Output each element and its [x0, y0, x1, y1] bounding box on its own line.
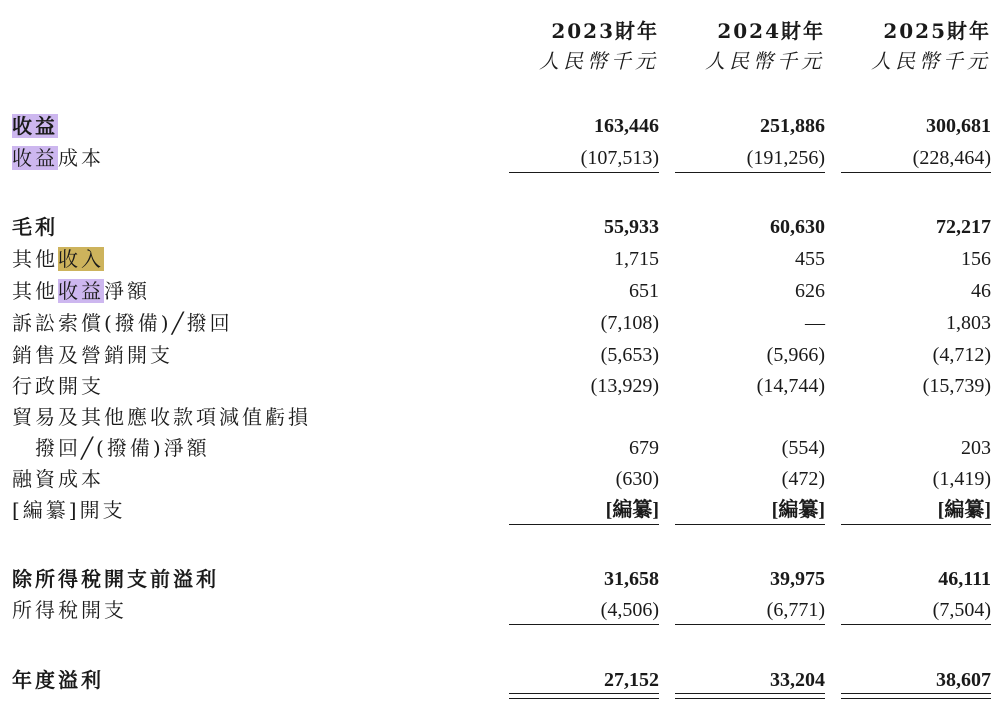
row-gross-profit — [0, 211, 1000, 243]
value-2023: 31,658 — [604, 568, 659, 590]
value-2024: 251,886 — [760, 115, 825, 137]
unit-label: 人民幣千元 — [871, 49, 991, 73]
value-2024: 626 — [795, 280, 825, 302]
underline — [509, 172, 659, 173]
double-underline — [509, 693, 659, 699]
year-label: 2023財年 — [551, 19, 659, 43]
value-2024: 39,975 — [770, 568, 825, 590]
row-finance-costs — [0, 463, 1000, 495]
value-2024: [編纂] — [771, 499, 825, 521]
value-2024: (14,744) — [756, 375, 825, 397]
value-2025: 203 — [961, 437, 991, 459]
value-2023: 651 — [629, 280, 659, 302]
value-2025: (4,712) — [932, 344, 991, 366]
value-2025: 156 — [961, 248, 991, 270]
row-label: 所得稅開支 — [12, 598, 127, 622]
row-label: 年度溢利 — [12, 668, 104, 692]
value-2024: (191,256) — [746, 147, 825, 169]
value-2023: 679 — [629, 437, 659, 459]
row-label — [12, 110, 58, 142]
value-2025: 1,803 — [946, 312, 991, 334]
row-label: 其他收入 — [12, 247, 104, 271]
column-2024 — [675, 16, 825, 76]
row-impairment-label — [0, 401, 1000, 433]
value-2023: (630) — [615, 468, 659, 490]
row-cost-of-revenue — [0, 142, 1000, 174]
value-2023: 163,446 — [594, 115, 659, 137]
row-label: 行政開支 — [12, 374, 104, 398]
row-impairment-net — [0, 432, 1000, 464]
unit-label: 人民幣千元 — [705, 49, 825, 73]
highlight-mark: 收益 — [58, 279, 104, 303]
value-2023: [編纂] — [605, 499, 659, 521]
row-listing-expenses — [0, 494, 1000, 526]
row-label: 毛利 — [12, 215, 58, 239]
value-2024: (554) — [781, 437, 825, 459]
row-profit-before-tax — [0, 563, 1000, 595]
column-2025 — [841, 16, 991, 76]
underline — [841, 524, 991, 525]
value-2025: 46,111 — [938, 568, 991, 590]
column-header — [0, 16, 1000, 86]
column-2023 — [509, 16, 659, 76]
double-underline — [841, 693, 991, 699]
row-label: 銷售及營銷開支 — [12, 343, 173, 367]
value-2024: 455 — [795, 248, 825, 270]
value-2024: (472) — [781, 468, 825, 490]
year-label: 2025財年 — [883, 19, 991, 43]
row-label: 其他收益淨額 — [12, 279, 150, 303]
value-2024: — — [805, 312, 825, 334]
value-2025: 300,681 — [926, 115, 991, 137]
value-2025: 46 — [971, 280, 991, 302]
row-litigation-provision — [0, 307, 1000, 339]
year-label: 2024財年 — [717, 19, 825, 43]
row-label: 撥回╱(撥備)淨額 — [12, 436, 210, 460]
underline — [509, 624, 659, 625]
value-2023: (107,513) — [580, 147, 659, 169]
row-income-tax — [0, 594, 1000, 626]
unit-label: 人民幣千元 — [539, 49, 659, 73]
value-2024: (6,771) — [766, 599, 825, 621]
value-2023: (7,108) — [600, 312, 659, 334]
value-2024: 33,204 — [770, 669, 825, 691]
row-label: 融資成本 — [12, 467, 104, 491]
value-2025: 38,607 — [936, 669, 991, 691]
value-2025: (228,464) — [912, 147, 991, 169]
row-admin-expenses — [0, 370, 1000, 402]
highlight-mark: 收益 — [12, 146, 58, 170]
underline — [841, 624, 991, 625]
underline — [509, 524, 659, 525]
double-underline — [675, 693, 825, 699]
value-2023: 55,933 — [604, 216, 659, 238]
row-label: 除所得稅開支前溢利 — [12, 567, 219, 591]
underline — [675, 524, 825, 525]
value-2025: [編纂] — [937, 499, 991, 521]
value-2025: 72,217 — [936, 216, 991, 238]
value-2023: (4,506) — [600, 599, 659, 621]
value-2023: (5,653) — [600, 344, 659, 366]
value-2024: (5,966) — [766, 344, 825, 366]
highlight-mark: 收入 — [58, 247, 104, 271]
value-2024: 60,630 — [770, 216, 825, 238]
value-2023: (13,929) — [590, 375, 659, 397]
row-label: 訴訟索償(撥備)╱撥回 — [12, 311, 233, 335]
row-other-income — [0, 243, 1000, 275]
row-label: 收益成本 — [12, 146, 104, 170]
underline — [675, 172, 825, 173]
highlight-mark: 收益 — [12, 114, 58, 138]
value-2023: 27,152 — [604, 669, 659, 691]
value-2025: (15,739) — [922, 375, 991, 397]
underline — [675, 624, 825, 625]
value-2025: (7,504) — [932, 599, 991, 621]
row-profit-for-year — [0, 664, 1000, 696]
row-label: [編纂]開支 — [12, 498, 126, 522]
underline — [841, 172, 991, 173]
row-selling-expenses — [0, 339, 1000, 371]
row-label: 貿易及其他應收款項減值虧損 — [12, 405, 311, 429]
value-2025: (1,419) — [932, 468, 991, 490]
row-other-gains-net — [0, 275, 1000, 307]
value-2023: 1,715 — [614, 248, 659, 270]
row-revenue — [0, 110, 1000, 142]
